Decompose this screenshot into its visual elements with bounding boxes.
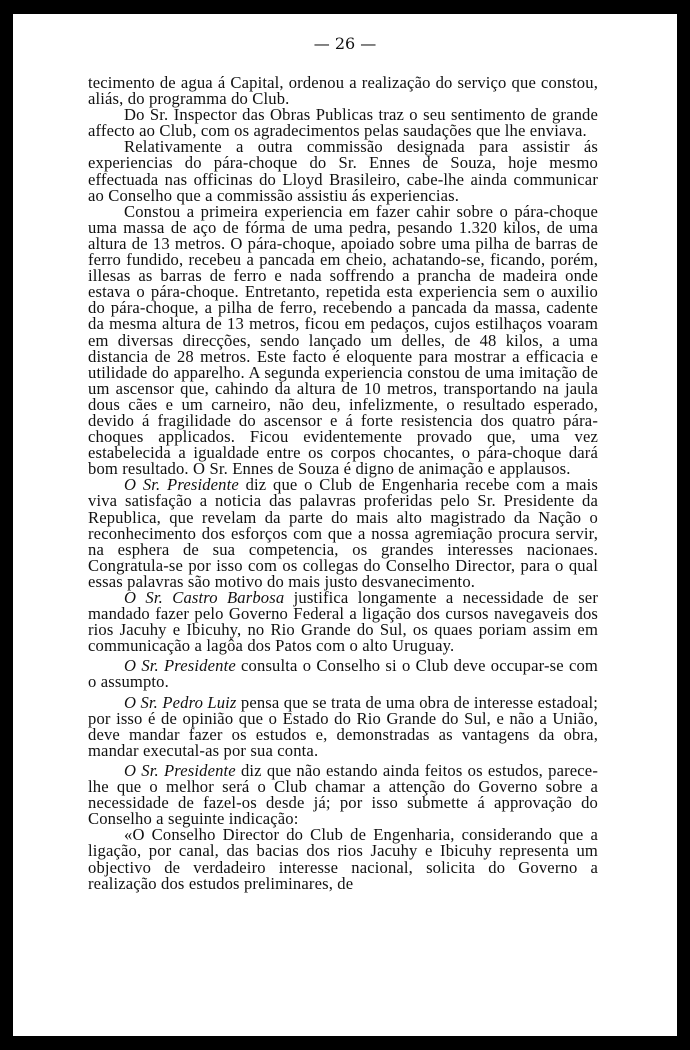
speaker-name: O Sr. Pedro Luiz (124, 692, 237, 712)
paragraph-7 (88, 658, 598, 690)
document-page (13, 14, 677, 1036)
speech-text: pensa que se trata de uma obra de interesse estadoal; por isso é de opinião que o Estado do Rio Grande do Sul, e não a União, deve mandar fazer os estudos e, demonstradas as vantagens da obra, mandar executal-as por sua conta. (88, 692, 598, 760)
page-number: — 26 — (313, 34, 377, 53)
paragraph-9 (88, 760, 598, 829)
speaker-name: O Sr. Presidente (124, 656, 236, 676)
paragraph-1: tecimento de agua á Capital, ordenou a realização do serviço que constou, aliás, do programma do Club. (88, 73, 598, 109)
speaker-name: O Sr. Castro Barbosa (124, 588, 285, 607)
speaker-name: O Sr. Presidente (124, 475, 239, 495)
paragraph-3: Relativamente a outra commissão designada para assistir ás experiencias do pára-choque do Sr. Ennes de Souza, hoje mesmo effectuada nas officinas do Lloyd Brasileiro, cabe-lhe ainda communicar ao Conselho que a commissão assistiu ás experiencias. (88, 137, 598, 205)
paragraph-10: «O Conselho Director do Club de Engenharia, considerando que a ligação, por canal, das bacias dos rios Jacuhy e Ibicuhy representa um objectivo de verdadeiro interesse nacional, solicita do Governo a realização dos estudos preliminares, de (88, 825, 598, 893)
speech-text: justifica longamente a necessidade de ser mandado fazer pelo Governo Federal a ligação dos cursos navegaveis dos rios Jacuhy e Ibicuhy, no Rio Grande do Sul, os quaes poriam assim em communicação a lagôa dos Patos com o alto Uruguay. (88, 588, 598, 656)
speech-text: diz que não estando ainda feitos os estudos, parece-lhe que o melhor será o Club chamar a attenção do Governo sobre a necessidade de fazel-os desde já; por isso submette á approvação do Conselho a seguinte indicação: (88, 760, 598, 829)
paragraph-8 (88, 692, 598, 760)
speaker-name: O Sr. Presidente (124, 760, 236, 780)
speech-text: diz que o Club de Engenharia recebe com a mais viva satisfação a noticia das palavras proferidas pelo Sr. Presidente da Republica, que revelam da parte do mais alto magistrado da Nação o reconhecimento dos esforços com que a nossa agremiação procura servir, na esphera de sua competencia, os grandes interesses nacionaes. Congratula-se por isso com os collegas do Conselho Director, para o qual essas palavras são motivo do mais justo desvanecimento. (88, 475, 598, 591)
body-text (88, 75, 598, 892)
paragraph-5 (88, 477, 598, 590)
speech-text: consulta o Conselho si o Club deve occupar-se com o assumpto. (88, 656, 598, 692)
paragraph-4: Constou a primeira experiencia em fazer cahir sobre o pára-choque uma massa de aço de fórma de uma pedra, pesando 1.320 kilos, de uma altura de 13 metros. O pára-choque, apoiado sobre uma pilha de barras de ferro fundido, recebeu a pancada em cheio, achatando-se, ficando, porém, illesas as barras de ferro e nada soffrendo a prancha de madeira onde estava o pára-choque. Entretanto, repetida esta experiencia sem o auxilio do pára-choque, a pilha de ferro, recebendo a pancada da massa, cadente da mesma altura de 13 metros, ficou em pedaços, cujos estilhaços voaram em diversas direcções, sendo lançado um delles, de 48 kilos, a uma distancia de 28 metros. Este facto é eloquente para mostrar a efficacia e utilidade do apparelho. A segunda experiencia constou de uma imitação de um ascensor que, cahindo da altura de 10 metros, transportando na jaula dous cães e um carneiro, não deu, infelizmente, o resultado esperado, devido á fragilidade do ascensor e á forte resistencia dos quatro pára-choques applicados. Ficou evidentemente provado que, uma vez estabelecida a igualdade entre os corpos chocantes, o pára-choque dará bom resultado. O Sr. Ennes de Souza é digno de animação e applausos. (88, 201, 598, 479)
paragraph-2: Do Sr. Inspector das Obras Publicas traz o seu sentimento de grande affecto ao Club, com os agradecimentos pelas saudações que lhe enviava. (88, 105, 598, 141)
paragraph-6 (88, 590, 598, 654)
